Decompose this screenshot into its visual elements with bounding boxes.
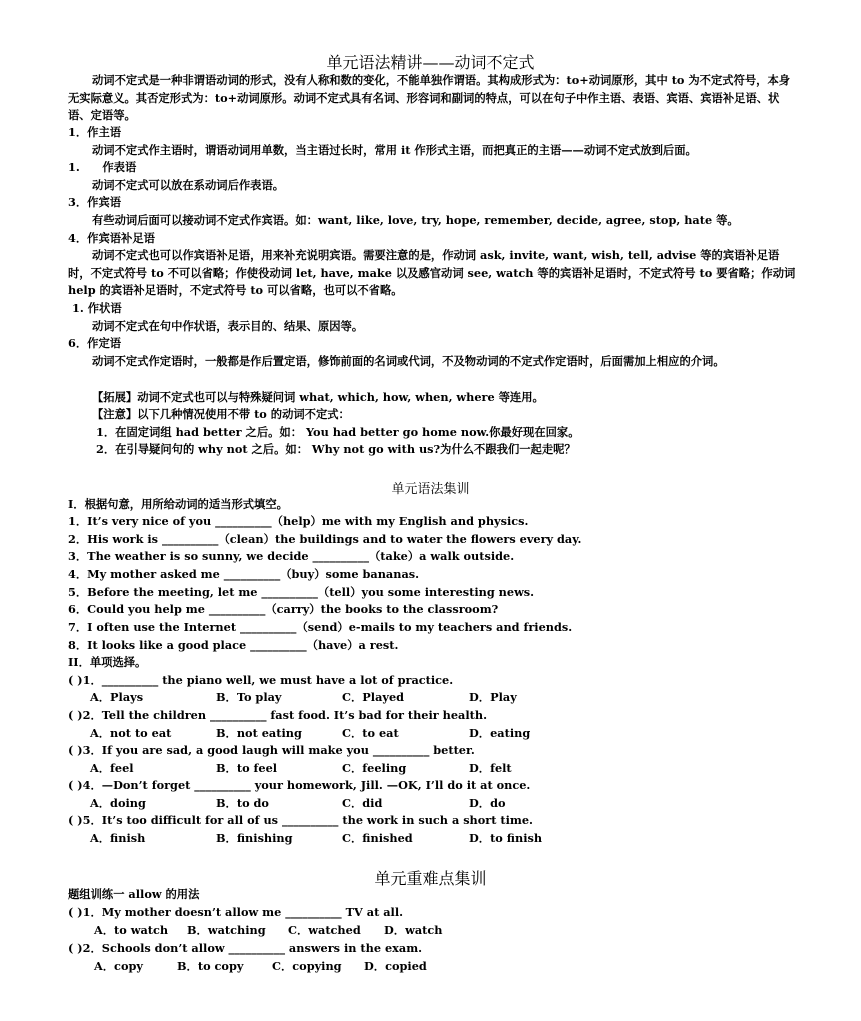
- choice-option: D．eating: [469, 726, 531, 740]
- choice-option: C．finished: [342, 831, 413, 845]
- choice-question: ( )3．If you are sad, a good laugh will make you __________ better.: [68, 743, 475, 757]
- choice-option: C．Played: [342, 690, 405, 704]
- section-heading: 6．作定语: [68, 336, 122, 350]
- practice-title: 单元语法集训: [391, 482, 470, 497]
- attention-note: 【注意】以下几种情况使用不带 to 的动词不定式：: [92, 407, 350, 421]
- section-body: 有些动词后面可以接动词不定式作宾语。如：want, like, love, try, hope, remember, decide, agree, stop, hate 等。: [92, 213, 739, 227]
- section-body: 动词不定式作主语时，谓语动词用单数，当主语过长时，常用 it 作形式主语，而把真正的主语——动词不定式放到后面。: [92, 143, 697, 157]
- section-heading: 4．作宾语补足语: [68, 231, 155, 245]
- section-heading: 1．作主语: [68, 125, 122, 139]
- fill-item: 3．The weather is so sunny, we decide __________（take）a walk outside.: [68, 549, 515, 563]
- choice-question: ( )2．Schools don’t allow __________ answers in the exam.: [68, 941, 423, 955]
- choice-option: D．felt: [469, 761, 512, 775]
- choice-option: C．to eat: [342, 726, 399, 740]
- choice-option: B．to copy: [177, 959, 244, 973]
- fill-item: 4．My mother asked me __________（buy）some bananas.: [68, 567, 420, 581]
- choice-question: ( )4．—Don’t forget __________ your homework, Jill. —OK, I’ll do it at once.: [68, 778, 531, 792]
- choice-question: ( )2．Tell the children __________ fast food. It’s bad for their health.: [68, 708, 488, 722]
- note-item: 2．在引导疑问句的 why not 之后。如： Why not go with us?为什么不跟我们一起走呢？: [96, 442, 576, 456]
- choice-option: D．Play: [469, 690, 517, 704]
- choice-question: ( )1．__________ the piano well, we must have a lot of practice.: [68, 673, 454, 687]
- choice-option: B．to feel: [216, 761, 278, 775]
- choice-option: A．to watch: [94, 923, 169, 937]
- fill-item: 6．Could you help me __________（carry）the books to the classroom?: [68, 602, 499, 616]
- section-body: 动词不定式可以放在系动词后作表语。: [92, 178, 285, 192]
- choice-option: D．watch: [384, 923, 443, 937]
- section-heading: 1. 作表语: [68, 160, 137, 174]
- choice-option: A．Plays: [90, 690, 144, 704]
- choice-option: B．To play: [216, 690, 282, 704]
- choice-option: B．finishing: [216, 831, 293, 845]
- fill-item: 1．It’s very nice of you __________（help）me with my English and physics.: [68, 514, 529, 528]
- page-title: 单元语法精讲——动词不定式: [326, 53, 535, 72]
- fill-item: 5．Before the meeting, let me __________（tell）you some interesting news.: [68, 585, 535, 599]
- choice-option: A．finish: [90, 831, 146, 845]
- choice-option: A．doing: [90, 796, 146, 810]
- section-body: 动词不定式在句中作状语，表示目的、结果、原因等。: [92, 319, 364, 333]
- choice-option: C．watched: [288, 923, 361, 937]
- fill-item: 2．His work is __________（clean）the buildings and to water the flowers every day.: [68, 532, 582, 546]
- choice-question: ( )5．It’s too difficult for all of us __________ the work in such a short time.: [68, 813, 533, 827]
- choice-option: C．feeling: [342, 761, 407, 775]
- note-item: 1．在固定词组 had better 之后。如： You had better go home now.你最好现在回家。: [96, 425, 580, 439]
- choice-option: D．do: [469, 796, 506, 810]
- part1-heading: I．根据句意，用所给动词的适当形式填空。: [68, 497, 288, 511]
- choice-option: C．copying: [272, 959, 342, 973]
- extension-note: 【拓展】动词不定式也可以与特殊疑问词 what, which, how, when, where 等连用。: [92, 390, 544, 404]
- group-heading: 题组训练一 allow 的用法: [68, 887, 200, 901]
- fill-item: 7．I often use the Internet __________（send）e-mails to my teachers and friends.: [68, 620, 573, 634]
- intro-paragraph: 动词不定式是一种非谓语动词的形式，没有人称和数的变化，不能单独作谓语。其构成形式为：to+动词原形，其中 to 为不定式符号，本身无实际意义。其否定形式为：to+动词原形。动词不定式具有名词、形容词和副词的特点，可以在句子中作主语、表语、宾语、宾语补足语、状语、定语等。: [68, 73, 791, 123]
- fill-item: 8．It looks like a good place __________（have）a rest.: [68, 638, 399, 652]
- choice-option: B．to do: [216, 796, 269, 810]
- section-body: 动词不定式也可以作宾语补足语，用来补充说明宾语。需要注意的是，作动词 ask, invite, want, wish, tell, advise 等的宾语补足语时，不定式符号 to 不可以省略；作使役动词 let, have, make 以及感官动词 see, watch 等的宾语补足语时，不定式符号 to 要省略；作动词 help 的宾语补足语时，不定式符号 to 可以省略，也可以不省略。: [68, 248, 796, 298]
- choice-option: C．did: [342, 796, 383, 810]
- choice-option: D．copied: [364, 959, 427, 973]
- choice-option: A．feel: [90, 761, 134, 775]
- part2-heading: II．单项选择。: [68, 655, 147, 669]
- section-body: 动词不定式作定语时，一般都是作后置定语，修饰前面的名词或代词，不及物动词的不定式作定语时，后面需加上相应的介词。: [92, 354, 725, 368]
- section-heading: 1. 作状语: [72, 301, 122, 315]
- choice-option: D．to finish: [469, 831, 543, 845]
- difficult-points-title: 单元重难点集训: [374, 869, 487, 888]
- choice-option: A．copy: [94, 959, 143, 973]
- choice-option: A．not to eat: [90, 726, 172, 740]
- choice-option: B．watching: [187, 923, 266, 937]
- section-heading: 3．作宾语: [68, 195, 122, 209]
- choice-option: B．not eating: [216, 726, 302, 740]
- choice-question: ( )1．My mother doesn’t allow me __________ TV at all.: [68, 905, 404, 919]
